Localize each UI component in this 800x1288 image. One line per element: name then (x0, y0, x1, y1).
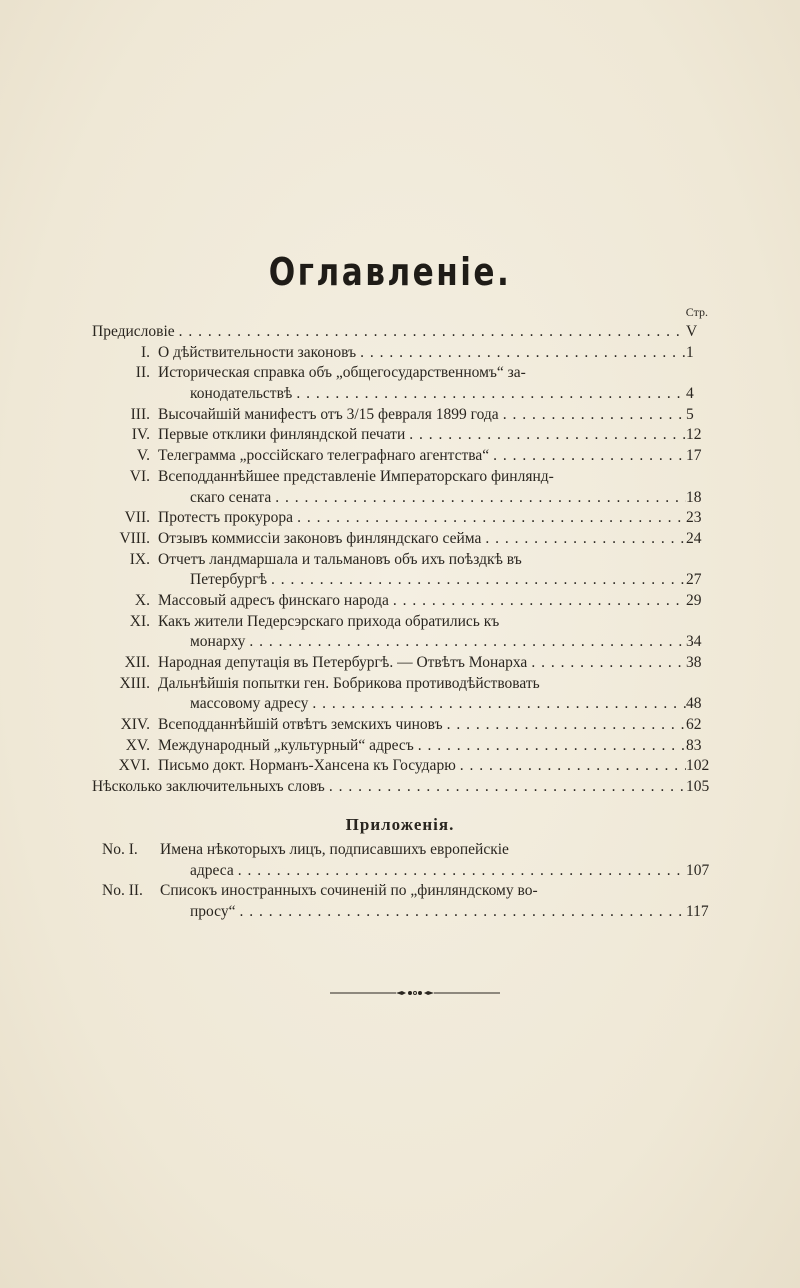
toc-entry (92, 591, 710, 612)
toc-entry (92, 840, 710, 861)
page-number: 1 (686, 343, 694, 361)
page-number: 83 (686, 736, 702, 754)
entry-title: Всеподданнѣйшее представленіе Императорскаго финлянд- (158, 467, 554, 485)
toc-entry-continued (92, 632, 710, 653)
entry-title: Протестъ прокурора (158, 509, 294, 527)
entry-title: О дѣйствительности законовъ (158, 343, 357, 361)
toc-entry (92, 529, 710, 550)
appendix-list (92, 840, 710, 923)
entry-number: XV. (125, 736, 150, 754)
entry-title: Массовый адресъ финскаго народа (158, 591, 389, 609)
dot-leader (456, 756, 686, 777)
page-number: 29 (686, 591, 702, 609)
entry-title: Всеподданнѣйшій отвѣтъ земскихъ чиновъ (158, 716, 443, 734)
dot-leader (389, 591, 686, 612)
entry-title: Первые отклики финляндской печати (158, 426, 406, 444)
page-number: 5 (686, 405, 694, 423)
entry-title-continued: конодательствѣ (190, 385, 293, 403)
entry-number: XIII. (119, 674, 150, 692)
toc-entry (92, 343, 710, 364)
page-number: 38 (686, 654, 702, 671)
entry-title: Телеграмма „россійскаго телеграфнаго агентства“ (158, 447, 490, 465)
entry-number: VI. (129, 467, 150, 485)
entry-number: XI. (129, 612, 150, 630)
page-title: Оглавленіе. (268, 250, 512, 294)
entry-number: II. (135, 364, 150, 382)
dot-leader (175, 322, 686, 343)
toc-entry (92, 777, 710, 798)
dot-leader (414, 736, 686, 757)
dot-leader (481, 529, 686, 550)
page-number: 102 (686, 757, 710, 775)
table-of-contents (92, 322, 710, 798)
entry-number: No. II. (102, 882, 143, 900)
page-number: 117 (686, 903, 709, 921)
toc-entry (92, 405, 710, 426)
page-number: V (686, 323, 698, 340)
entry-title: Народная депутація въ Петербургѣ. — Отвѣтъ Монарха (158, 654, 528, 671)
entry-title: Предисловіе (92, 323, 175, 340)
page-number: 18 (686, 488, 702, 506)
toc-entry (92, 881, 710, 902)
toc-entry (92, 756, 710, 777)
dot-leader (443, 715, 686, 736)
dot-leader (293, 508, 686, 529)
entry-title: Историческая справка объ „общегосударственномъ“ за- (158, 364, 526, 382)
toc-entry (92, 612, 710, 633)
dot-leader (271, 488, 686, 509)
toc-entry-continued (92, 902, 710, 923)
entry-number: I. (140, 343, 150, 361)
toc-entry (92, 653, 710, 674)
entry-title: Международный „культурный“ адресъ (158, 736, 414, 754)
entry-number: No. I. (102, 841, 138, 858)
page-number: 62 (686, 716, 702, 734)
entry-number: V. (136, 447, 150, 465)
entry-title: Нѣсколько заключительныхъ словъ (92, 778, 325, 796)
entry-number: XII. (124, 654, 150, 671)
entry-title-continued: просу“ (190, 903, 236, 921)
page-number: 107 (686, 861, 710, 879)
dot-leader (325, 777, 686, 798)
dot-leader (499, 405, 686, 426)
entry-number: IX. (129, 550, 150, 568)
toc-entry (92, 446, 710, 467)
page-number: 27 (686, 571, 702, 589)
page-number: 34 (686, 633, 702, 651)
entry-title: Списокъ иностранныхъ сочиненій по „финляндскому во- (160, 882, 538, 900)
toc-entry (92, 467, 710, 488)
toc-entry (92, 363, 710, 384)
toc-entry (92, 736, 710, 757)
dot-leader (236, 902, 687, 923)
entry-title: Отзывъ коммиссіи законовъ финляндскаго сейма (158, 529, 482, 547)
page-number: 105 (686, 778, 710, 796)
entry-title-continued: массовому адресу (190, 695, 309, 713)
dot-leader (356, 343, 686, 364)
entry-title-continued: скаго сената (190, 488, 272, 506)
entry-title-continued: адреса (190, 861, 234, 879)
entry-title: Какъ жители Педерсэрскаго прихода обратились къ (158, 612, 500, 630)
page-column-label: Стр. (685, 305, 708, 319)
page-number: 4 (686, 385, 694, 403)
toc-entry-continued (92, 694, 710, 715)
dot-leader (234, 861, 686, 882)
entry-title: Отчетъ ландмаршала и тальмановъ объ ихъ поѣздкѣ въ (158, 550, 522, 568)
dot-leader (308, 694, 686, 715)
dot-leader (245, 632, 686, 653)
entry-title: Письмо докт. Норманъ-Хансена къ Государю (158, 757, 456, 775)
dot-leader (405, 425, 686, 446)
entry-number: III. (130, 405, 150, 423)
page-number: 23 (686, 509, 702, 527)
toc-entry (92, 322, 710, 343)
toc-entry-continued (92, 488, 710, 509)
dot-leader (489, 446, 686, 467)
ornament-divider (330, 990, 500, 996)
dot-leader (527, 653, 686, 674)
page-number: 17 (686, 447, 702, 465)
toc-entry (92, 508, 710, 529)
entry-title: Высочайшій манифестъ отъ 3/15 февраля 1899 года (158, 405, 499, 423)
toc-entry-continued (92, 570, 710, 591)
toc-entry (92, 715, 710, 736)
dot-leader (267, 570, 686, 591)
toc-entry (92, 425, 710, 446)
entry-number: X. (134, 591, 150, 609)
dot-leader (292, 384, 686, 405)
entry-number: XVI. (118, 757, 150, 775)
toc-entry (92, 550, 710, 571)
entry-title-continued: Петербургѣ (190, 571, 268, 589)
page-number: 24 (686, 529, 702, 547)
entry-number: VIII. (119, 529, 150, 547)
entry-title: Имена нѣкоторыхъ лицъ, подписавшихъ европейскіе (160, 841, 509, 858)
toc-entry (92, 674, 710, 695)
toc-entry-continued (92, 384, 710, 405)
entry-number: IV. (131, 426, 150, 444)
toc-entry-continued (92, 861, 710, 882)
appendix-title: Приложенія. (345, 815, 455, 834)
entry-title-continued: монарху (190, 633, 246, 651)
entry-title: Дальнѣйшія попытки ген. Бобрикова противодѣйствовать (158, 674, 540, 692)
page-number: 12 (686, 426, 702, 444)
entry-number: VII. (124, 509, 150, 527)
entry-number: XIV. (120, 716, 150, 734)
page-number: 48 (686, 695, 702, 713)
